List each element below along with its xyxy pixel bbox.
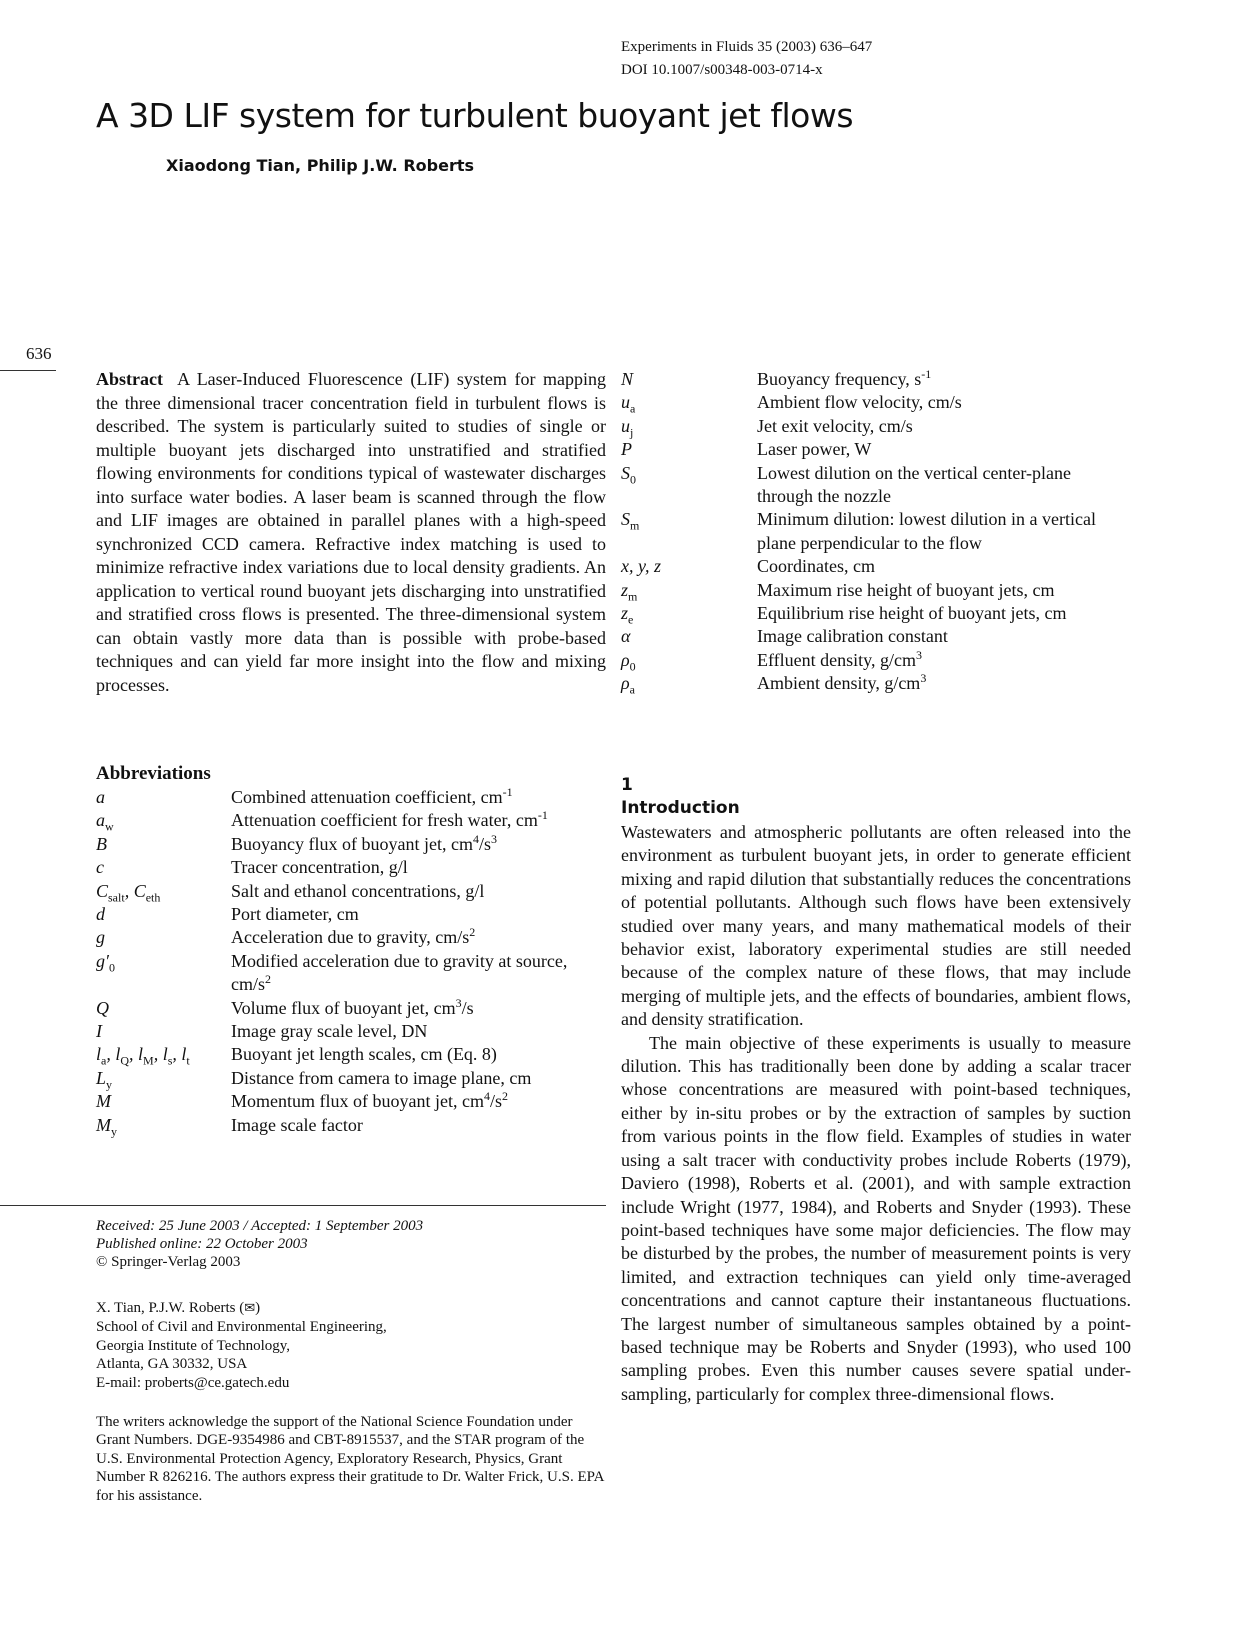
symbol-text: , l [172, 1044, 187, 1065]
symbol-subscript: y [106, 1077, 113, 1092]
definition-superscript: -1 [537, 808, 548, 823]
symbol [621, 649, 757, 672]
definition-superscript: 2 [501, 1089, 508, 1104]
symbol-text: N [621, 369, 634, 389]
definition [757, 415, 1131, 438]
symbol-row [96, 997, 596, 1020]
symbol-subscript: a [101, 1054, 107, 1069]
definition [757, 462, 1131, 509]
definition [231, 1114, 596, 1137]
abstract [96, 368, 606, 697]
symbol-text: z [621, 579, 629, 600]
symbols-list [621, 368, 1131, 696]
symbol-subscript: M [143, 1054, 154, 1069]
symbol-subscript: 0 [629, 659, 636, 674]
symbol-row [96, 1043, 596, 1069]
definition-text: /s [478, 833, 491, 854]
received-date: Received: 25 June 2003 / Accepted: 1 September 2003 [96, 1218, 424, 1234]
definition-text: Ambient flow velocity, cm/s [757, 392, 962, 413]
definition-superscript: 4 [483, 1089, 490, 1104]
symbol-text: I [96, 1021, 102, 1042]
symbol-row [96, 1020, 596, 1043]
symbol-text: L [96, 1067, 107, 1088]
symbol [96, 833, 231, 856]
intro-paragraph-2: The main objective of these experiments is usually to measure dilution. This has traditionally been done by adding a scalar tracer whose concentrations are measured with point-based techniques, either by in-situ probes or by the extraction of samples by suction from various points in the flow field. Examples of studies in water using a salt tracer with conductivity probes include Roberts (1979), Daviero (1998), Roberts et al. (2001), and with sample extraction include Wright (1977, 1984), and Roberts and Snyder (1993). These point-based techniques have some major deficiencies. The flow may be disturbed by the probes, the number of measurement points is very limited, and extraction techniques can yield only time-averaged concentrations and cannot capture their instantaneous fluctuations. The largest number of simultaneous samples obtained by a point-based technique may be Roberts and Snyder (1993), who used 100 sampling probes. Even this number causes severe spatial under-sampling, particularly for complex three-dimensional flows. [621, 1032, 1131, 1404]
symbol-text: C [96, 880, 109, 901]
published-date: Published online: 22 October 2003 [96, 1236, 308, 1252]
definition [231, 786, 596, 809]
symbol-text: u [621, 415, 630, 436]
definition-text: Lowest dilution on the vertical center-plane through the nozzle [757, 462, 1072, 507]
symbol-subscript: t [186, 1054, 190, 1069]
envelope-icon: ✉ [244, 1301, 256, 1316]
symbol-text: , l [129, 1044, 144, 1065]
definition [231, 1043, 596, 1066]
symbol-text: B [96, 833, 107, 854]
symbol [96, 1114, 231, 1137]
definition-text: Buoyancy frequency, s [757, 369, 922, 389]
symbol [621, 462, 757, 509]
definition-superscript: 2 [265, 972, 271, 987]
definition [231, 1020, 596, 1043]
symbol-text: , C [124, 880, 146, 901]
symbol [621, 672, 757, 695]
address-names: X. Tian, P.J.W. Roberts (✉) [96, 1300, 261, 1316]
definition-superscript: -1 [502, 785, 513, 799]
symbol [96, 903, 231, 926]
symbol [96, 1090, 231, 1113]
symbol-text: x, y, z [621, 556, 661, 577]
abstract-text: A Laser-Induced Fluorescence (LIF) system for mapping the three dimensional tracer concentration field in turbulent flows is described. The system is particularly suited to studies of single or multiple buoyant jets discharged into unstratified and stratified flowing environments for conditions typical of wastewater discharges into surface water bodies. A laser beam is scanned through the flow and LIF images are obtained in parallel planes with a high-speed synchronized CCD camera. Refractive index matching is used to minimize refractive index variations due to local density gradients. An application to vertical round buoyant jets discharging into unstratified and stratified cross flows is presented. The three-dimensional system can obtain vastly more data than is possible with probe-based techniques and can yield far more insight into the flow and mixing processes. [96, 369, 606, 695]
footnote-rule [0, 1205, 606, 1206]
symbol [96, 809, 231, 832]
symbol-text: z [621, 603, 629, 624]
symbol-subscript: 0 [630, 472, 636, 487]
definition [757, 391, 1131, 414]
definition-text: Buoyancy flux of buoyant jet, cm [231, 833, 473, 854]
symbol-text: α [621, 626, 631, 647]
symbol-text: Q [96, 997, 109, 1018]
definition [757, 672, 1131, 695]
introduction-body [621, 821, 1131, 1406]
symbol-subscript: eth [145, 890, 161, 905]
article-dates [96, 1217, 423, 1271]
symbol-row [96, 1090, 596, 1113]
definition-text: Attenuation coefficient for fresh water, cm [231, 810, 538, 831]
symbol-subscript: salt [108, 890, 125, 905]
symbol-row [621, 579, 1131, 602]
intro-paragraph-1: Wastewaters and atmospheric pollutants are often released into the environment as turbulent buoyant jets, in order to generate efficient mixing and rapid dilution that substantially reduces the concentrations of potential pollutants. Although such flows have been extensively studied over many years, and many mathematical models of their behavior exist, laboratory experimental studies are still needed because of the complex nature of these flows, that may include merging of multiple jets, and the effects of boundaries, ambient flows, and density stratification. [621, 822, 1131, 1030]
symbol-subscript: m [630, 519, 640, 534]
definition [231, 856, 596, 879]
journal-citation [621, 36, 872, 82]
definition-text: Maximum rise height of buoyant jets, cm [757, 579, 1055, 600]
symbol-subscript: a [630, 402, 636, 416]
page-number-rule [0, 370, 56, 371]
definition-text: Salt and ethanol concentrations, g/l [231, 880, 485, 901]
abbreviations-heading: Abbreviations [96, 763, 211, 784]
page-number: 636 [26, 344, 52, 363]
symbol [621, 415, 757, 438]
symbol-row [96, 1114, 596, 1137]
definition-text: Momentum flux of buoyant jet, cm [231, 1091, 484, 1112]
symbol-row [621, 391, 1131, 414]
symbol-row [96, 856, 596, 879]
symbol [621, 368, 757, 391]
symbol [96, 1043, 231, 1069]
definition-text: Volume flux of buoyant jet, cm [231, 997, 456, 1018]
symbol-subscript: m [628, 589, 638, 604]
symbol-text: S [621, 462, 630, 483]
symbol-row [96, 950, 596, 997]
symbol-row [621, 625, 1131, 648]
symbol-row [96, 926, 596, 949]
symbol [96, 926, 231, 949]
definition [231, 950, 596, 997]
symbol-row [621, 602, 1131, 625]
symbol-text: a [96, 787, 105, 807]
symbol-subscript: e [628, 612, 634, 627]
symbol-text: , l [153, 1044, 168, 1065]
symbol-subscript: Q [120, 1054, 130, 1069]
symbol-text: c [96, 857, 104, 878]
definition [231, 833, 596, 856]
symbol-text: g [96, 927, 105, 948]
definition-text: Port diameter, cm [231, 904, 359, 925]
correspondence-address [96, 1299, 387, 1392]
definition [231, 880, 596, 903]
definition-text: /s [489, 1091, 502, 1112]
definition-text: Ambient density, g/cm [757, 673, 921, 694]
symbol-row [96, 903, 596, 926]
definition-text: Image scale factor [231, 1114, 363, 1135]
authors: Xiaodong Tian, Philip J.W. Roberts [166, 156, 474, 175]
symbol-subscript: s [167, 1054, 173, 1069]
paper-title: A 3D LIF system for turbulent buoyant jet flows [96, 96, 854, 135]
symbol-row [96, 809, 596, 832]
symbol-row [621, 438, 1131, 461]
symbol-text: S [621, 509, 630, 530]
definition-superscript: -1 [921, 367, 932, 381]
definition-superscript: 3 [915, 647, 922, 662]
symbol-subscript: a [629, 682, 635, 697]
definition-text: /s [461, 997, 474, 1018]
symbol-row [621, 462, 1131, 509]
symbol-text: d [96, 904, 105, 925]
symbol-row [621, 672, 1131, 695]
definition [757, 508, 1131, 555]
definition [231, 926, 596, 949]
abbreviations-list [96, 786, 596, 1137]
symbol-row [96, 1067, 596, 1090]
definition [757, 579, 1131, 602]
address-email[interactable]: E-mail: proberts@ce.gatech.edu [96, 1374, 290, 1391]
symbol [621, 579, 757, 602]
section-number: 1 [621, 775, 633, 795]
symbol [96, 1067, 231, 1090]
symbol-subscript: 0 [108, 960, 115, 975]
definition [757, 602, 1131, 625]
symbol [96, 950, 231, 997]
symbol-subscript: j [630, 425, 634, 440]
copyright: © Springer-Verlag 2003 [96, 1254, 241, 1270]
symbol-row [96, 880, 596, 903]
definition-text: Combined attenuation coefficient, cm [231, 787, 503, 807]
definition-text: Minimum dilution: lowest dilution in a vertical plane perpendicular to the flow [757, 509, 1096, 553]
symbol-text: P [621, 439, 632, 460]
definition [757, 625, 1131, 648]
symbol-row [621, 508, 1131, 555]
definition [757, 555, 1131, 578]
symbol-row [621, 555, 1131, 578]
definition-text: Image gray scale level, DN [231, 1021, 428, 1042]
symbol-row [621, 368, 1131, 391]
symbol-text: M [96, 1114, 111, 1135]
definition [231, 903, 596, 926]
section-heading: Introduction [621, 798, 740, 818]
definition-superscript: 3 [455, 995, 462, 1010]
definition-text: Image calibration constant [757, 626, 948, 647]
definition-text: Tracer concentration, g/l [231, 857, 408, 878]
symbol-text: ρ [621, 649, 630, 670]
definition [757, 438, 1131, 461]
definition [231, 1090, 596, 1113]
acknowledgment: The writers acknowledge the support of the National Science Foundation under Grant Numbers. DGE-9354986 and CBT-8915537, and the STAR program of the U.S. Environmental Protection Agency, Exploratory Research, Physics, Grant Number R 826216. The authors express their gratitude to Dr. Walter Frick, U.S. EPA for his assistance. [96, 1414, 604, 1504]
address-institute: Georgia Institute of Technology, [96, 1337, 291, 1354]
symbol-row [96, 833, 596, 856]
symbol-text: , l [106, 1044, 121, 1065]
symbol [96, 880, 231, 903]
symbol [96, 856, 231, 879]
definition [231, 997, 596, 1020]
symbol-text: M [96, 1091, 111, 1112]
symbol [96, 1020, 231, 1043]
symbol [96, 997, 231, 1020]
doi: DOI 10.1007/s00348-003-0714-x [621, 62, 823, 78]
journal-line: Experiments in Fluids 35 (2003) 636–647 [621, 39, 873, 55]
definition-superscript: 3 [490, 831, 497, 846]
definition-text: Buoyant jet length scales, cm (Eq. 8) [231, 1044, 497, 1065]
symbol-text: a [96, 810, 105, 831]
symbol [621, 625, 757, 648]
symbol-subscript: y [111, 1124, 117, 1139]
symbol-text: ρ [621, 673, 630, 694]
symbol [621, 438, 757, 461]
address-school: School of Civil and Environmental Engineering, [96, 1319, 387, 1336]
definition-superscript: 4 [472, 831, 479, 846]
symbol [621, 391, 757, 414]
definition [757, 649, 1131, 672]
symbol [621, 602, 757, 625]
definition-text: Modified acceleration due to gravity at source, cm/s [231, 950, 568, 995]
symbol [96, 786, 231, 809]
definition-text: Jet exit velocity, cm/s [757, 415, 913, 436]
definition-text: Equilibrium rise height of buoyant jets, cm [757, 603, 1067, 624]
symbol-text: u [621, 392, 630, 413]
symbol-row [621, 649, 1131, 672]
definition-text: Distance from camera to image plane, cm [231, 1067, 532, 1088]
definition-superscript: 2 [469, 925, 476, 940]
symbol-text: g′ [96, 950, 109, 971]
symbol [621, 508, 757, 555]
definition-text: Coordinates, cm [757, 556, 875, 577]
symbol-subscript: w [105, 820, 114, 834]
address-city: Atlanta, GA 30332, USA [96, 1356, 248, 1373]
symbol-row [621, 415, 1131, 438]
definition-superscript: 3 [920, 671, 927, 686]
definition [231, 809, 596, 832]
symbol [621, 555, 757, 578]
symbol-row [96, 786, 596, 809]
symbol-text: l [96, 1044, 102, 1065]
definition-text: Effluent density, g/cm [757, 649, 916, 670]
definition-text: Laser power, W [757, 439, 872, 460]
definition [231, 1067, 596, 1090]
definition [757, 368, 1131, 391]
abstract-label: Abstract [96, 369, 163, 389]
definition-text: Acceleration due to gravity, cm/s [231, 927, 470, 948]
